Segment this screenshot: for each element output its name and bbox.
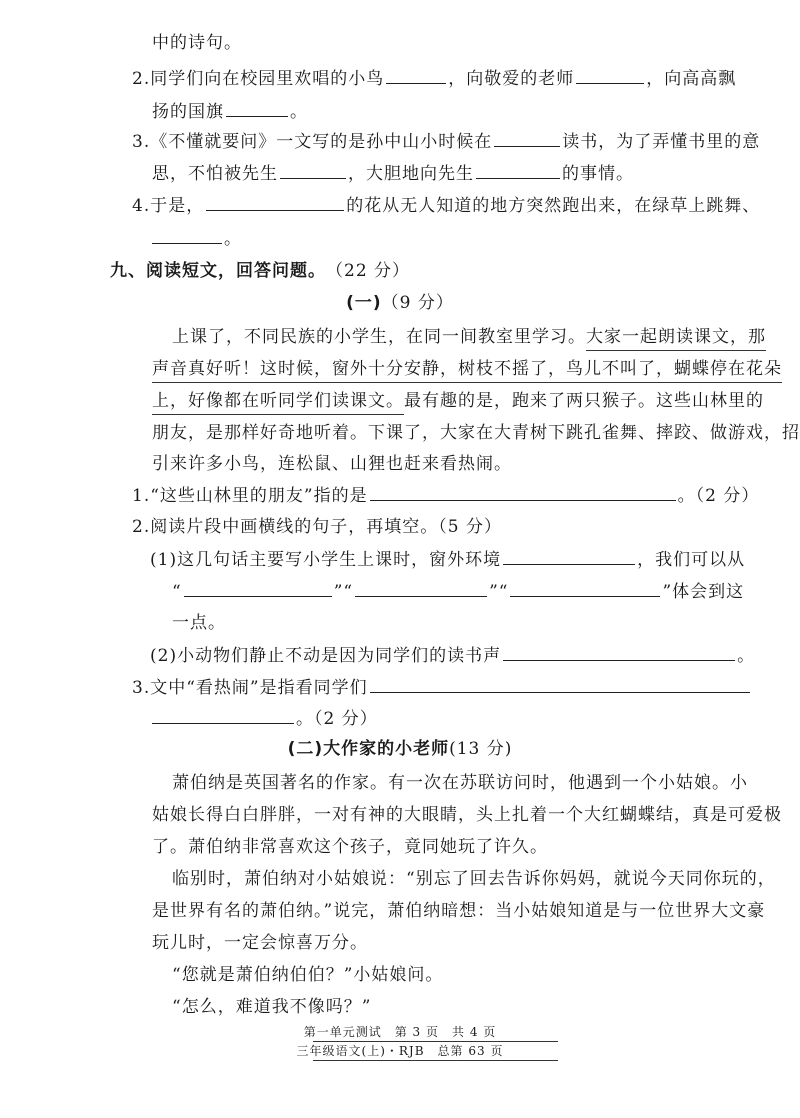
answer-blank[interactable] [370,676,750,693]
footer-divider [313,1060,558,1061]
passage-line: 上，好像都在听同学们读课文。最有趣的是，跑来了两只猴子。这些山林里的 [152,390,764,415]
answer-blank[interactable] [152,227,222,244]
answer-blank[interactable] [226,100,288,117]
answer-blank[interactable] [355,580,487,597]
footer-divider [313,1041,558,1042]
answer-blank[interactable] [280,162,346,179]
section-heading: 九、阅读短文，回答问题。（22 分） [110,261,411,281]
answer-blank[interactable] [510,580,660,597]
passage-line: 朋友，是那样好奇地听着。下课了，大家在大青树下跳孔雀舞、摔跤、做游戏，招 [152,423,800,443]
question-4-line2: 。 [152,227,242,250]
passage-heading: (一)（9 分） [346,293,454,313]
answer-blank[interactable] [494,130,560,147]
answer-blank[interactable] [386,67,446,84]
question-2-line2: 扬的国旗 。 [152,102,308,122]
underlined-sentence: 声音真好听！这时候，窗外十分安静，树枝不摇了，鸟儿不叫了，蝴蝶停在花朵 [152,358,782,383]
question-3-line2: 思，不怕被先生 ，大胆地向先生 的事情。 [152,164,634,184]
q1-continuation: 中的诗句。 [152,33,242,53]
p1-question-2-1-line3: 一点。 [172,613,226,633]
p1-question-3-line2: 。（2 分） [152,707,378,730]
answer-blank[interactable] [503,644,735,661]
passage-line: 姑娘长得白白胖胖，一对有神的大眼睛，头上扎着一个大红蝴蝶结，真是可爱极 [152,805,782,825]
answer-blank[interactable] [184,580,332,597]
passage-line: 引来许多小鸟，连松鼠、山狸也赶来看热闹。 [152,454,512,474]
passage-line: 玩儿时，一定会惊喜万分。 [152,933,368,953]
footer-test-info: 第一单元测试 第 3 页 共 4 页 [303,1025,497,1039]
answer-blank[interactable] [503,548,635,565]
p1-question-2-2: (2)小动物们静止不动是因为同学们的读书声 。 [150,646,756,666]
passage-line: 临别时，萧伯纳对小姑娘说：“别忘了回去告诉你妈妈，就说今天同你玩的， [172,869,776,889]
passage-heading: (二)大作家的小老师(13 分) [287,739,513,759]
passage-line: 是世界有名的萧伯纳。”说完，萧伯纳暗想：当小姑娘知道是与一位世界大文豪 [152,901,766,921]
answer-blank[interactable] [206,194,344,211]
question-4: 4.于是， 的花从无人知道的地方突然跑出来，在绿草上跳舞、 [132,196,761,216]
p1-question-3: 3.文中“看热闹”是指看同学们 [132,676,752,699]
p1-question-2-1: (1)这几句话主要写小学生上课时，窗外环境 ，我们可以从 [150,550,746,570]
passage-line: 上课了，不同民族的小学生，在同一间教室里学习。大家一起朗读课文，那 [172,326,766,351]
answer-blank[interactable] [476,162,560,179]
p1-question-1: 1.“这些山林里的朋友”指的是 。（2 分） [132,486,760,506]
passage-line: 萧伯纳是英国著名的作家。有一次在苏联访问时，他遇到一个小姑娘。小 [172,773,748,793]
p1-question-2: 2.阅读片段中画横线的句子，再填空。（5 分） [132,517,502,537]
underlined-sentence: 大家一起朗读课文，那 [586,326,766,351]
passage-line: “您就是萧伯纳伯伯？”小姑娘问。 [172,965,444,985]
question-2: 2.同学们向在校园里欢唱的小鸟 ，向敬爱的老师 ，向高高飘 [132,69,737,89]
question-3: 3.《不懂就要问》一文写的是孙中山小时候在 读书，为了弄懂书里的意 [132,132,761,152]
passage-line: “怎么，难道我不像吗？” [172,997,372,1017]
answer-blank[interactable] [576,67,644,84]
underlined-sentence: 上，好像都在听同学们读课文。 [152,390,404,415]
answer-blank[interactable] [370,484,676,501]
p1-question-2-1-line2: “ ”“ ”“ ”体会到这 [172,582,745,602]
footer-book-info: 三年级语文(上)・RJB 总第 63 页 [296,1044,504,1058]
answer-blank[interactable] [152,707,294,724]
passage-line [152,358,782,383]
passage-line: 了。萧伯纳非常喜欢这个孩子，竟同她玩了许久。 [152,837,548,857]
